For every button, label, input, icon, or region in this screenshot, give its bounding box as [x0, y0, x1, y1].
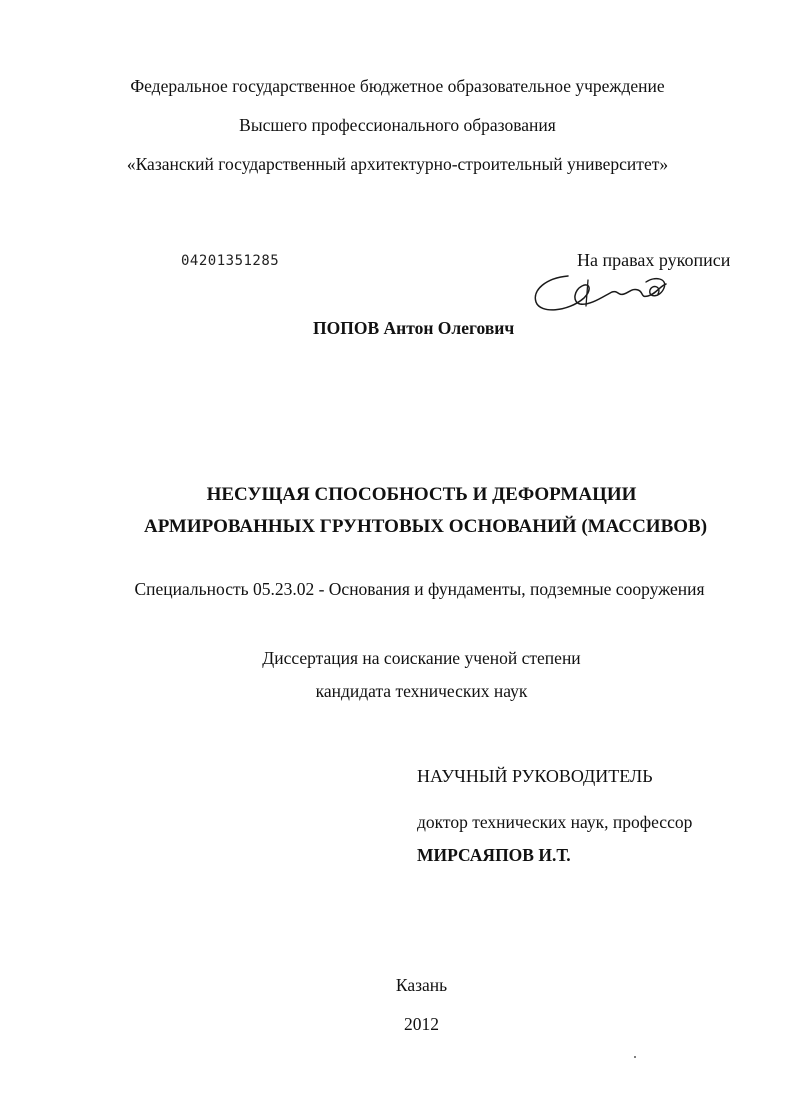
- city: Казань: [395, 975, 448, 995]
- supervisor-degree: доктор технических наук, профессор: [417, 812, 693, 832]
- author-name: ПОПОВ Антон Олегович: [313, 318, 515, 338]
- dissertation-line-1: Диссертация на соискание ученой степени: [262, 648, 581, 668]
- title-line-1: НЕСУЩАЯ СПОСОБНОСТЬ И ДЕФОРМАЦИИ: [206, 484, 637, 505]
- rights-note: На правах рукописи: [577, 250, 731, 270]
- supervisor-heading: НАУЧНЫЙ РУКОВОДИТЕЛЬ: [417, 766, 653, 786]
- institution-line-2: Высшего профессионального образования: [239, 115, 556, 135]
- specialty: Специальность 05.23.02 - Основания и фундаменты, подземные сооружения: [134, 579, 705, 599]
- institution-line-3: «Казанский государственный архитектурно-строительный университет»: [126, 154, 669, 174]
- scan-speck: [634, 1056, 636, 1058]
- supervisor-name: МИРСАЯПОВ И.Т.: [417, 845, 571, 865]
- signature-icon: [528, 268, 678, 320]
- dissertation-line-2: кандидата технических наук: [315, 681, 528, 701]
- year: 2012: [404, 1014, 439, 1034]
- institution-line-1: Федеральное государственное бюджетное образовательное учреждение: [130, 76, 665, 96]
- title-line-2: АРМИРОВАННЫХ ГРУНТОВЫХ ОСНОВАНИЙ (МАССИВОВ): [143, 516, 708, 537]
- document-code: 04201351285: [181, 253, 280, 269]
